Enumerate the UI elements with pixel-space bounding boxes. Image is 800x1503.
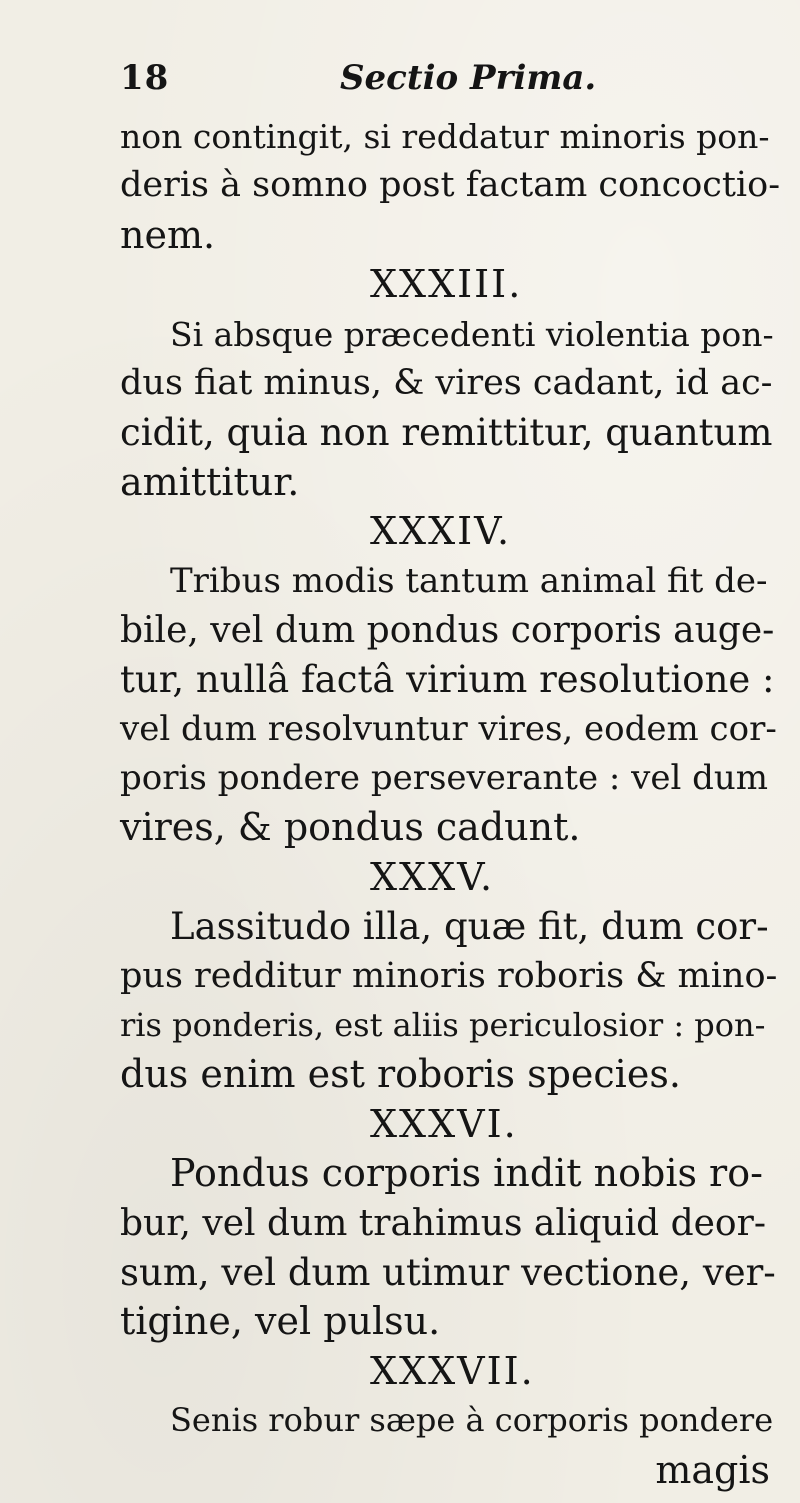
section-number: XXXIV. [370, 509, 512, 554]
body-text [120, 112, 780, 1495]
text-line: vel dum resolvuntur vires, eodem cor- [120, 708, 777, 749]
text-line: deris à somno post factam concoctio- [120, 165, 781, 206]
section-number: XXXVI. [370, 1101, 518, 1146]
section-number: XXXIII. [370, 262, 523, 307]
text-line: tur, nullâ factâ virium resolutione : [120, 658, 775, 702]
text-line: pus redditur minoris roboris & mino- [120, 955, 778, 996]
text-line: tigine, vel pulsu. [120, 1299, 441, 1344]
page-number: 18 [120, 58, 170, 98]
text-line: Tribus modis tantum animal fit de- [170, 560, 768, 601]
catchword: magis [655, 1447, 770, 1492]
page-header [120, 58, 680, 108]
section-number: XXXV. [370, 854, 495, 899]
text-line: Pondus corporis indit nobis ro- [170, 1151, 763, 1196]
text-line: Si absque præcedenti violentia pon- [170, 314, 774, 354]
text-line: poris pondere perseverante : vel dum [120, 758, 769, 799]
text-line: vires, & pondus cadunt. [120, 805, 581, 850]
text-line: ris ponderis, est aliis periculosior : pon- [120, 1006, 766, 1045]
text-line: cidit, quia non remittitur, quantum [120, 411, 773, 455]
text-line: nem. [120, 212, 216, 257]
text-line: amittitur. [120, 459, 300, 504]
text-line: sum, vel dum utimur vectione, ver- [120, 1250, 776, 1294]
text-line: dus fiat minus, & vires cadant, id ac- [120, 362, 773, 403]
running-head: Sectio Prima. [340, 58, 597, 98]
text-line: bur, vel dum trahimus aliquid deor- [120, 1202, 766, 1244]
text-line: bile, vel dum pondus corporis auge- [120, 609, 775, 651]
text-line: dus enim est roboris species. [120, 1052, 681, 1097]
text-line: Lassitudo illa, quæ fit, dum cor- [170, 905, 769, 949]
section-number: XXXVII. [370, 1348, 535, 1393]
text-line: non contingit, si reddatur minoris pon- [120, 117, 770, 156]
text-line: Senis robur sæpe à corporis pondere [170, 1401, 774, 1440]
